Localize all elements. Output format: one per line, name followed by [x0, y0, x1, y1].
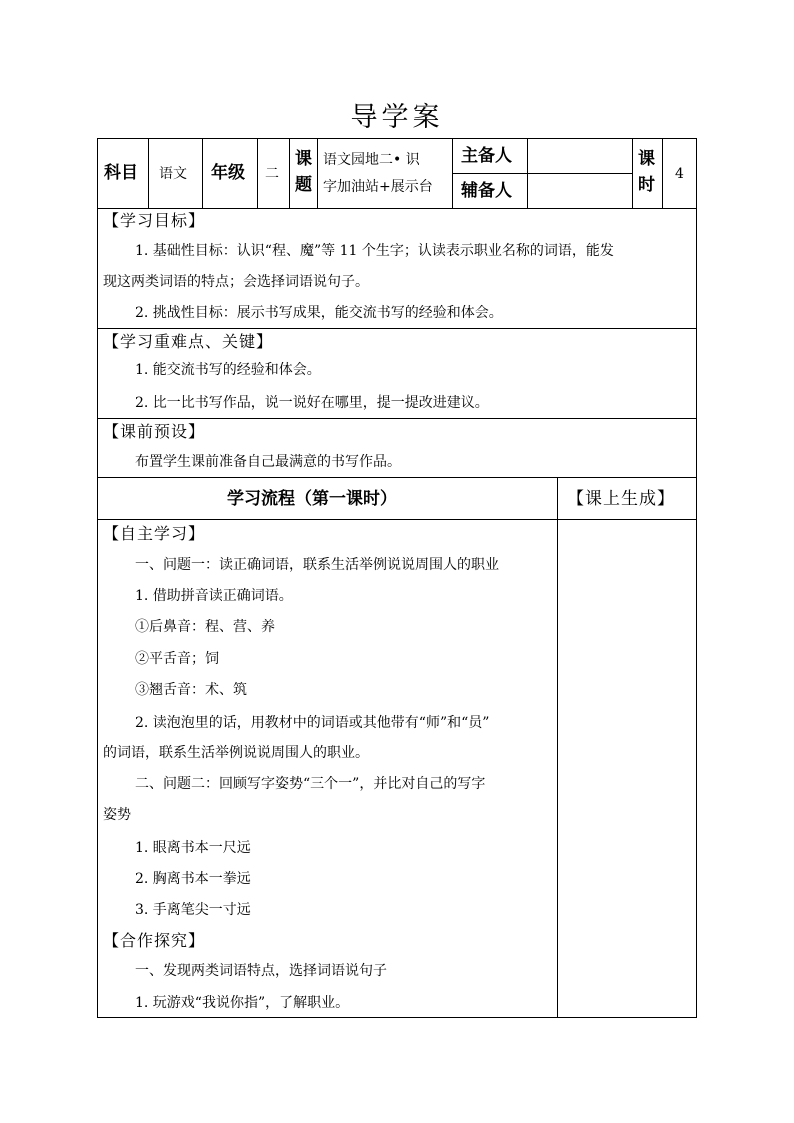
goals-title: 【学习目标】 — [103, 211, 206, 230]
self-study-title: 【自主学习】 — [103, 524, 206, 543]
topic-value: 字加油站+展示台 — [323, 179, 433, 195]
grade-value: 二 — [265, 166, 279, 182]
keypoints-title: 【学习重难点、关键】 — [103, 332, 274, 351]
cooperation-title: 【合作探究】 — [103, 931, 206, 950]
self-study-line: 1. 借助拼音读正确词语。 — [135, 588, 293, 604]
grade-label: 年级 — [211, 163, 245, 183]
preclass-line: 布置学生课前准备自己最满意的书写作品。 — [135, 454, 401, 470]
main-prep-label: 主备人 — [461, 146, 512, 166]
column-divider — [662, 138, 663, 208]
assist-prep-label: 辅备人 — [461, 181, 512, 201]
column-divider — [289, 138, 290, 208]
goals-line: 1. 基础性目标：认识“程、魔”等 11 个生字；认读表示职业名称的词语，能发 — [135, 243, 614, 259]
self-study-line: ②平舌音；饲 — [135, 651, 219, 667]
lesson-plan-table — [97, 138, 697, 1018]
self-study-line: 的词语，联系生活举例说说周围人的职业。 — [103, 745, 369, 761]
row-divider — [97, 519, 697, 520]
cooperation-line: 一、发现两类词语特点，选择词语说句子 — [135, 963, 387, 979]
row-divider — [97, 328, 697, 329]
self-study-line: 一、问题一：读正确词语，联系生活举例说说周围人的职业 — [135, 557, 499, 573]
column-divider — [557, 477, 558, 1018]
subject-label: 科目 — [104, 163, 138, 183]
column-divider — [202, 138, 203, 208]
topic-label: 题 — [295, 175, 312, 195]
process-title: 学习流程（第一课时） — [227, 489, 397, 509]
self-study-line: 二、问题二：回顾写字姿势“三个一”，并比对自己的写字 — [135, 776, 486, 792]
preclass-title: 【课前预设】 — [103, 422, 206, 441]
self-study-line: 2. 胸离书本一拳远 — [135, 871, 251, 887]
self-study-line: 2. 读泡泡里的话，用教材中的词语或其他带有“师”和“员” — [135, 715, 490, 731]
row-divider — [97, 477, 697, 478]
column-divider — [257, 138, 258, 208]
self-study-line: ①后鼻音：程、营、养 — [135, 619, 275, 635]
document-title: 导学案 — [350, 102, 444, 133]
period-label: 课 — [638, 149, 655, 169]
row-divider — [97, 418, 697, 419]
column-divider — [148, 138, 149, 208]
self-study-line: ③翘舌音：术、筑 — [135, 682, 247, 698]
topic-value: 语文园地二• 识 — [323, 152, 420, 168]
subject-value: 语文 — [159, 166, 187, 182]
column-divider — [317, 138, 318, 208]
goals-line: 现这两类词语的特点；会选择词语说句子。 — [103, 274, 369, 290]
keypoints-line: 1. 能交流书写的经验和体会。 — [135, 362, 321, 378]
keypoints-line: 2. 比一比书写作品，说一说好在哪里，提一提改进建议。 — [135, 395, 489, 411]
period-label: 时 — [638, 175, 655, 195]
self-study-line: 3. 手离笔尖一寸远 — [135, 902, 251, 918]
row-divider — [97, 208, 697, 209]
self-study-line: 姿势 — [103, 807, 131, 823]
period-value: 4 — [675, 166, 684, 182]
in-class-title: 【课上生成】 — [567, 489, 675, 509]
row-divider — [452, 173, 632, 174]
column-divider — [632, 138, 633, 208]
topic-label: 课 — [295, 149, 312, 169]
cooperation-line: 1. 玩游戏“我说你指”，了解职业。 — [135, 995, 350, 1011]
goals-line: 2. 挑战性目标：展示书写成果，能交流书写的经验和体会。 — [135, 305, 503, 321]
self-study-line: 1. 眼离书本一尺远 — [135, 840, 251, 856]
